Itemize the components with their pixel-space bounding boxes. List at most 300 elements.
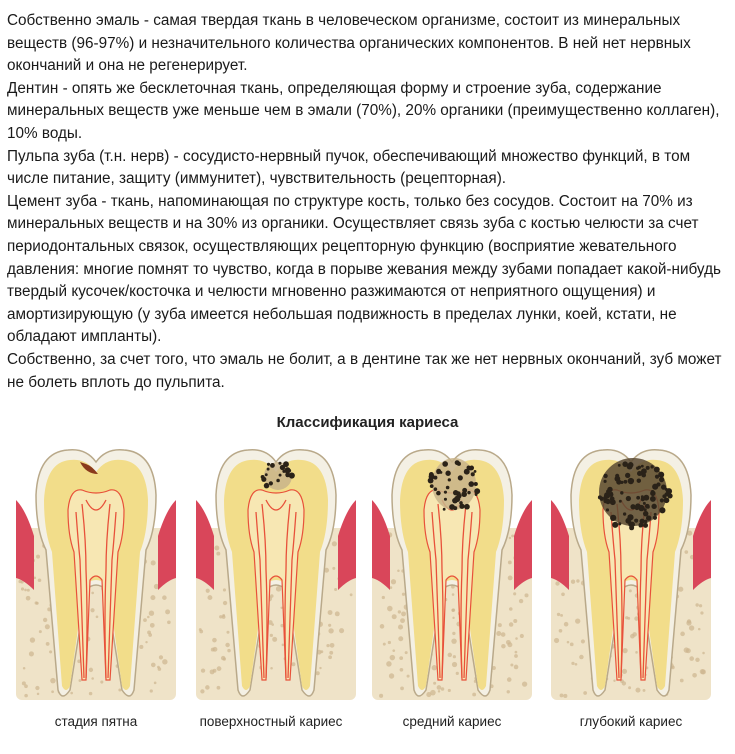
caries-dot <box>444 498 447 501</box>
bone-pore <box>515 651 518 654</box>
bone-pore <box>628 686 631 689</box>
bone-pore <box>219 615 222 618</box>
bone-pore <box>24 694 28 698</box>
bone-pore <box>389 673 394 678</box>
caries-dot <box>270 463 275 468</box>
gum-left <box>551 500 569 590</box>
caries-dot <box>464 504 470 510</box>
caries-dot <box>650 491 655 496</box>
caries-dot <box>644 508 647 511</box>
bone-pore <box>23 667 26 670</box>
caries-dot <box>267 463 270 466</box>
caries-dot <box>622 461 628 467</box>
bone-pore <box>199 630 203 634</box>
caption-stage-3: средний кариес <box>402 714 502 729</box>
caries-dot <box>471 472 475 476</box>
bone-pore <box>200 689 204 693</box>
bone-pore <box>437 685 442 690</box>
caries-dot <box>631 479 634 482</box>
paragraph-cement: Цемент зуба - ткань, напоминающая по структуре кость, только без сосудов. Состоит на 70% из минеральных веществ и на 30% из органики. Осуществляет связь зуба с костью челюсти за счет периодонтальных связок, осуществляющих рецепторную функцию (восприятие жевательного давления: многие помнят то чувство, когда в порыве жевания между зубами попадает какой-нибудь твердый кусочек/косточка и челюсти мгновенно разжимаются от неприятного ощущения) и амортизирующую (у зуба имеется небольшая подвижность в пределах лунки, коей, кстати, не обладают импланты). <box>7 192 721 346</box>
bone-pore <box>554 638 559 643</box>
bone-pore <box>335 611 340 616</box>
bone-pore <box>575 618 580 623</box>
caption-stage-2: поверхностный кариес <box>199 714 343 729</box>
bone-pore <box>49 650 52 653</box>
caries-dot <box>620 491 623 494</box>
bone-pore <box>330 643 335 648</box>
bone-pore <box>46 642 50 646</box>
bone-pore <box>510 663 513 666</box>
caries-dot <box>644 520 648 524</box>
bone-pore <box>35 601 38 604</box>
bone-pore <box>70 692 73 695</box>
caries-dot <box>623 512 626 515</box>
caries-dot <box>636 496 640 500</box>
bone-pore <box>225 643 229 647</box>
bone-pore <box>695 603 698 606</box>
bone-pore <box>570 642 574 646</box>
caries-dot <box>469 466 474 471</box>
paragraph-conclusion: Собственно, за счет того, что эмаль не болит, а в дентине так же нет нервных окончаний, зуб может не болеть вплоть до пульпита. <box>7 350 722 391</box>
gum-left <box>196 500 214 590</box>
caries-illustration <box>0 440 735 710</box>
bone-pore <box>507 690 510 693</box>
bone-pore <box>509 622 513 626</box>
bone-pore <box>680 679 684 683</box>
bone-pore <box>26 596 31 601</box>
bone-pore <box>380 624 385 629</box>
caries-dot <box>609 492 614 497</box>
bone-pore <box>564 622 569 627</box>
caries-dot <box>637 471 642 476</box>
bone-pore <box>699 604 702 607</box>
bone-pore <box>508 560 512 564</box>
paragraph-enamel: Собственно эмаль - самая твердая ткань в человеческом организме, состоит из минеральных веществ (96-97%) и незначительного количества органических компонентов. В ней нет нервных окончаний и она не регенерирует. <box>7 12 691 75</box>
bone-pore <box>509 607 513 611</box>
bone-pore <box>687 619 691 623</box>
caries-dot <box>650 465 653 468</box>
tooth-stage-4-illustration <box>541 440 721 705</box>
bone-pore <box>401 611 406 616</box>
bone-pore <box>692 673 697 678</box>
caries-dot <box>282 470 285 473</box>
bone-pore <box>332 567 335 570</box>
bone-pore <box>392 649 395 652</box>
bone-pore <box>506 640 511 645</box>
bone-pore <box>452 593 455 596</box>
bone-pore <box>399 656 403 660</box>
bone-pore <box>567 641 570 644</box>
bone-pore <box>328 624 331 627</box>
caries-dot <box>430 484 434 488</box>
bone-pore <box>581 639 585 643</box>
caries-dot <box>604 480 607 483</box>
bone-pore <box>398 636 403 641</box>
caries-dot <box>464 469 470 475</box>
bone-pore <box>350 593 353 596</box>
bone-pore <box>397 570 400 573</box>
bone-pore <box>382 596 385 599</box>
bone-pore <box>167 620 171 624</box>
bone-pore <box>151 560 156 565</box>
caries-dot <box>455 460 460 465</box>
caries-dot <box>474 488 480 494</box>
bone-pore <box>407 675 410 678</box>
bone-pore <box>433 682 436 685</box>
caries-dot <box>664 497 670 503</box>
caries-dot <box>460 504 463 507</box>
caries-dot <box>600 497 604 501</box>
bone-pore <box>206 589 210 593</box>
bone-pore <box>383 643 386 646</box>
caries-dot <box>603 496 607 500</box>
bone-pore <box>145 641 147 643</box>
bone-pore <box>222 614 225 617</box>
bone-pore <box>520 634 524 638</box>
bone-pore <box>227 649 230 652</box>
bone-pore <box>700 669 705 674</box>
caries-dot <box>279 474 282 477</box>
bone-pore <box>272 637 277 642</box>
bone-pore <box>519 599 523 603</box>
bone-pore <box>452 617 454 619</box>
bone-pore <box>632 632 637 637</box>
bone-pore <box>157 666 160 669</box>
bone-pore <box>571 662 574 665</box>
bone-pore <box>452 608 456 612</box>
bone-pore <box>328 628 333 633</box>
bone-pore <box>39 630 42 633</box>
caries-dot <box>634 519 638 523</box>
bone-pore <box>684 647 689 652</box>
caries-dot <box>643 523 648 528</box>
caries-dot <box>661 485 666 490</box>
caries-dot <box>446 486 450 490</box>
bone-pore <box>635 688 640 693</box>
bone-pore <box>148 633 152 637</box>
bone-pore <box>643 689 646 692</box>
bone-pore <box>560 693 564 697</box>
article-text <box>7 10 729 394</box>
bone-pore <box>405 651 408 654</box>
bone-pore <box>400 618 405 623</box>
bone-pore <box>501 632 506 637</box>
bone-pore <box>18 580 21 583</box>
caries-dot <box>654 513 657 516</box>
bone-pore <box>89 668 93 672</box>
bone-pore <box>452 662 457 667</box>
bone-pore <box>448 689 451 692</box>
caries-dot <box>624 480 628 484</box>
bone-pore <box>379 694 383 698</box>
bone-pore <box>149 610 154 615</box>
bone-pore <box>501 644 506 649</box>
bone-pore <box>622 669 627 674</box>
bone-pore <box>441 687 445 691</box>
caries-dot <box>429 474 435 480</box>
caries-dot <box>475 493 478 496</box>
bone-pore <box>511 535 514 538</box>
bone-pore <box>400 686 404 690</box>
caries-dot <box>436 491 441 496</box>
bone-pore <box>472 693 476 697</box>
bone-pore <box>150 595 155 600</box>
bone-pore <box>118 688 121 691</box>
bone-pore <box>684 550 688 554</box>
caries-dot <box>638 466 641 469</box>
paragraph-dentin: Дентин - опять же бесклеточная ткань, определяющая форму и строение зуба, содержание минеральных веществ уже меньше чем в эмали (70%), 20% органики (преимущественно коллаген), 10% воды. <box>7 79 720 142</box>
caries-dot <box>659 477 664 482</box>
gum-left <box>372 500 390 590</box>
bone-pore <box>498 623 502 627</box>
bone-pore <box>579 655 584 660</box>
bone-pore <box>332 541 337 546</box>
bone-pore <box>571 580 575 584</box>
caries-dot <box>458 475 463 480</box>
caries-dot <box>654 467 660 473</box>
bone-pore <box>398 625 403 630</box>
bone-pore <box>270 634 273 637</box>
bone-pore <box>514 654 518 658</box>
bone-pore <box>448 653 452 657</box>
bone-pore <box>689 625 694 630</box>
bone-pore <box>201 668 205 672</box>
gum-right <box>158 500 176 590</box>
caries-dot <box>643 502 646 505</box>
caries-dot <box>638 523 643 528</box>
bone-pore <box>438 690 440 692</box>
caries-dot <box>612 522 618 528</box>
bone-pore <box>217 686 221 690</box>
caries-dot <box>635 506 639 510</box>
bone-pore <box>217 666 222 671</box>
bone-pore <box>270 594 274 598</box>
bone-pore <box>575 663 578 666</box>
bone-pore <box>334 588 337 591</box>
caries-dot <box>453 490 458 495</box>
caries-dot <box>603 474 607 478</box>
caries-dot <box>641 497 645 501</box>
bone-pore <box>557 613 560 616</box>
caries-dot <box>454 496 460 502</box>
bone-pore <box>698 628 701 631</box>
caries-dot <box>261 475 265 479</box>
figure-title: Классификация кариеса <box>276 414 459 431</box>
gum-right <box>338 500 356 590</box>
bone-pore <box>339 628 344 633</box>
bone-pore <box>143 618 147 622</box>
caries-dot <box>650 496 656 502</box>
bone-pore <box>509 537 511 539</box>
bone-pore <box>678 587 683 592</box>
bone-pore <box>555 581 559 585</box>
bone-pore <box>622 648 627 653</box>
bone-pore <box>90 608 94 612</box>
bone-pore <box>613 679 615 681</box>
bone-pore <box>162 659 167 664</box>
bone-pore <box>700 611 703 614</box>
caries-dot <box>442 461 448 467</box>
bone-pore <box>29 651 34 656</box>
caries-dot <box>264 483 269 488</box>
bone-pore <box>328 655 332 659</box>
caries-dot <box>474 470 477 473</box>
bone-pore <box>328 610 333 615</box>
bone-pore <box>680 632 685 637</box>
tooth-stage-2-illustration <box>186 440 366 705</box>
bone-pore <box>216 552 220 556</box>
caries-dot <box>651 504 656 509</box>
caries-dot <box>444 491 447 494</box>
caption-stage-4: глубокий кариес <box>579 714 683 729</box>
caries-dot <box>610 515 616 521</box>
bone-pore <box>392 614 397 619</box>
bone-pore <box>223 588 226 591</box>
bone-pore <box>37 693 40 696</box>
bone-pore <box>91 592 94 595</box>
bone-pore <box>583 691 587 695</box>
bone-pore <box>326 644 329 647</box>
bone-pore <box>625 616 628 619</box>
caries-dot <box>468 481 474 487</box>
bone-pore <box>390 655 395 660</box>
caries-dot <box>629 522 634 527</box>
bone-pore <box>391 579 396 584</box>
bone-pore <box>282 644 285 647</box>
caries-dot <box>646 515 651 520</box>
caries-dot <box>655 475 659 479</box>
caries-dot <box>626 496 631 501</box>
caries-dot <box>619 500 622 503</box>
bone-pore <box>329 651 333 655</box>
bone-pore <box>223 601 227 605</box>
bone-pore <box>291 662 295 666</box>
bone-pore <box>508 576 513 581</box>
bone-pore <box>629 589 632 592</box>
gum-right <box>514 500 532 590</box>
caries-dot <box>643 511 648 516</box>
caries-dot <box>660 498 664 502</box>
caries-dot <box>618 522 621 525</box>
bone-pore <box>226 631 229 634</box>
caries-dot <box>616 479 621 484</box>
caries-dot <box>641 465 644 468</box>
caries-dot <box>267 468 270 471</box>
bone-pore <box>100 680 103 683</box>
caries-dot <box>265 473 268 476</box>
gum-left <box>16 500 34 590</box>
bone-pore <box>451 638 456 643</box>
bone-pore <box>319 667 321 669</box>
caries-dot <box>667 493 672 498</box>
bone-pore <box>507 677 512 682</box>
bone-pore <box>91 677 94 680</box>
bone-pore <box>387 606 393 612</box>
bone-pore <box>635 651 638 654</box>
paragraph-pulp: Пульпа зуба (т.н. нерв) - сосудисто-нервный пучок, обеспечивающий множество функций, в том числе питание, защиту (иммунитет), чувствительность (рецепторная). <box>7 147 691 188</box>
bone-pore <box>205 685 210 690</box>
bone-pore <box>78 679 81 682</box>
bone-pore <box>522 681 527 686</box>
caries-dot <box>652 484 658 490</box>
bone-pore <box>560 614 563 617</box>
bone-pore <box>525 593 529 597</box>
bone-pore <box>27 589 30 592</box>
caries-dot <box>434 487 438 491</box>
caries-dot <box>280 465 285 470</box>
caries-dot <box>637 478 641 482</box>
caries-dot <box>610 499 616 505</box>
bone-pore <box>35 686 39 690</box>
bone-pore <box>695 658 699 662</box>
caries-dot <box>443 508 446 511</box>
bone-pore <box>426 692 431 697</box>
bone-pore <box>24 589 27 592</box>
bone-pore <box>561 592 565 596</box>
caption-stage-1: стадия пятна <box>54 714 138 729</box>
caries-dot <box>453 506 457 510</box>
bone-pore <box>212 638 217 643</box>
bone-pore <box>453 655 456 658</box>
bone-pore <box>513 592 516 595</box>
caries-dot <box>653 516 657 520</box>
bone-pore <box>43 618 47 622</box>
caries-dot <box>285 472 290 477</box>
caries-dot <box>474 482 478 486</box>
caries-dot <box>646 466 650 470</box>
bone-pore <box>150 689 153 692</box>
bone-pore <box>515 637 518 640</box>
bone-pore <box>207 595 212 600</box>
bone-pore <box>388 641 391 644</box>
caries-dot <box>467 491 470 494</box>
bone-pore <box>386 661 391 666</box>
caries-dot <box>269 481 273 485</box>
caries-dot <box>445 471 450 476</box>
bone-pore <box>30 637 35 642</box>
bone-pore <box>576 579 579 582</box>
caries-dot <box>276 479 280 483</box>
bone-pore <box>270 667 273 670</box>
bone-pore <box>456 672 459 675</box>
bone-pore <box>45 624 50 629</box>
caries-dot <box>659 507 665 513</box>
bone-pore <box>162 595 167 600</box>
bone-pore <box>165 609 170 614</box>
caries-dot <box>625 473 630 478</box>
bone-pore <box>154 682 157 685</box>
bone-pore <box>36 555 40 559</box>
bone-pore <box>432 665 437 670</box>
bone-pore <box>150 623 155 628</box>
bone-pore <box>452 632 455 635</box>
bone-pore <box>22 681 26 685</box>
gum-right <box>693 500 711 590</box>
bone-pore <box>214 546 219 551</box>
bone-pore <box>514 665 519 670</box>
caries-dot <box>618 464 621 467</box>
bone-pore <box>89 692 92 695</box>
caries-dot <box>607 487 612 492</box>
bone-pore <box>398 610 401 613</box>
bone-pore <box>702 652 705 655</box>
bone-pore <box>559 629 563 633</box>
bone-pore <box>400 668 404 672</box>
bone-pore <box>513 619 517 623</box>
bone-pore <box>147 616 150 619</box>
bone-pore <box>151 663 156 668</box>
caries-dot <box>448 478 451 481</box>
